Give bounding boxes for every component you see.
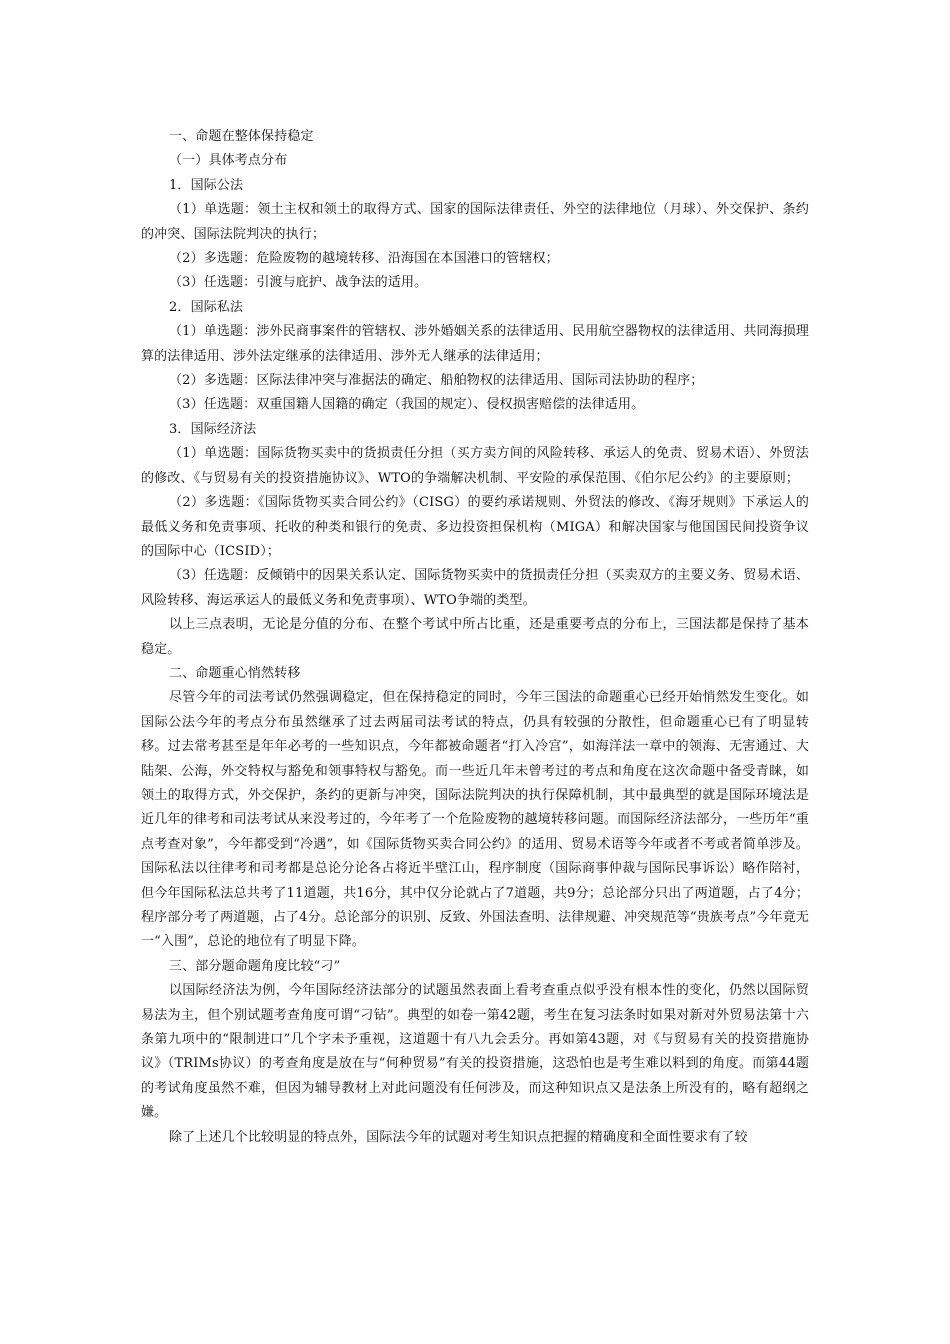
section-heading-3: 三、部分题命题角度比较“刁” [169,958,341,974]
topic-heading-private-international-law: 2．国际私法 [169,299,244,315]
topic-heading-international-economic-law: 3．国际经济法 [169,421,257,437]
section-heading-2: 二、命题重心悄然转移 [169,665,301,681]
paragraph-tricky-angles: 以国际经济法为例，今年国际经济法部分的试题虽然表面上看考查重点似乎没有根本性的变化，仍然以国际贸易法为主，但个别试题考查角度可谓“刁钻”。典型的如卷一第42题，考生在复习法条时如果对新对外贸易法第十六条第九项中的“限制进口”几个字未予重视，这道题十有八九会丢分。再如第43题，对《与贸易有关的投资措施协议》（TRIMs协议）的考查角度是放在与“何种贸易”有关的投资措施，这恐怕也是考生难以料到的角度。而第44题的考试角度虽然不难，但因为辅导教材上对此问题没有任何涉及，而这种知识点又是法条上所没有的，略有超纲之嫌。 [141,983,809,1121]
topic-heading-public-international-law: 1．国际公法 [169,177,244,193]
article-body [141,125,809,1150]
paragraph-economic-law-single-choice: （1）单选题：国际货物买卖中的货损责任分担（买方卖方间的风险转移、承运人的免责、贸易术语）、外贸法的修改、《与贸易有关的投资措施协议》、WTO的争端解决机制、平安险的承保范围、《伯尔尼公约》的主要原则； [141,446,809,486]
paragraph-summary-stability: 以上三点表明，无论是分值的分布、在整个考试中所占比重，还是重要考点的分布上，三国法都是保持了基本稳定。 [141,617,809,657]
paragraph-public-law-multiple-choice: （2）多选题：危险废物的越境转移、沿海国在本国港口的管辖权； [169,251,559,267]
paragraph-economic-law-multiple-choice: （2）多选题：《国际货物买卖合同公约》（CISG）的要约承诺规则、外贸法的修改、《海牙规则》下承运人的最低义务和免责事项、托收的种类和银行的免责、多边投资担保机构（MIGA）和解决国家与他国国民间投资争议的国际中心（ICSID）； [141,495,809,559]
paragraph-focus-shift: 尽管今年的司法考试仍然强调稳定，但在保持稳定的同时，今年三国法的命题重心已经开始悄然发生变化。如国际公法今年的考点分布虽然继承了过去两届司法考试的特点，仍具有较强的分散性，但命题重心已有了明显转移。过去常考甚至是年年必考的一些知识点，今年都被命题者“打入冷宫”，如海洋法一章中的领海、无害通过、大陆架、公海，外交特权与豁免和领事特权与豁免。而一些近几年未曾考过的考点和角度在这次命题中备受青睐，如领土的取得方式，外交保护，条约的更新与冲突，国际法院判决的执行保障机制，其中最典型的就是国际环境法是近几年的律考和司法考试从来没考过的，今年考了一个危险废物的越境转移问题。而国际经济法部分，一些历年“重点考查对象”，今年都受到“冷遇”，如《国际货物买卖合同公约》的适用、贸易术语等今年或者不考或者简单涉及。国际私法以往律考和司考都是总论分论各占将近半壁江山，程序制度（国际商事仲裁与国际民事诉讼）略作陪衬，但今年国际私法总共考了11道题，共16分，其中仅分论就占了7道题，共9分；总论部分只出了两道题，占了4分；程序部分考了两道题，占了4分。总论部分的识别、反致、外国法查明、法律规避、冲突规范等“贵族考点”今年竟无一“入围”，总论的地位有了明显下降。 [141,690,809,950]
paragraph-private-law-optional: （3）任选题：双重国籍人国籍的确定（我国的规定）、侵权损害赔偿的法律适用。 [169,397,645,413]
paragraph-economic-law-optional: （3）任选题：反倾销中的因果关系认定、国际货物买卖中的货损责任分担（买卖双方的主要义务、贸易术语、风险转移、海运承运人的最低义务和免责事项）、WTO争端的类型。 [141,568,809,608]
paragraph-public-law-single-choice: （1）单选题：领土主权和领土的取得方式、国家的国际法律责任、外空的法律地位（月球）、外交保护、条约的冲突、国际法院判决的执行； [141,202,809,242]
subsection-heading-distribution: （一）具体考点分布 [169,153,288,169]
section-heading-1: 一、命题在整体保持稳定 [169,129,314,144]
paragraph-closing-partial: 除了上述几个比较明显的特点外，国际法今年的试题对考生知识点把握的精确度和全面性要求有了较 [169,1129,748,1145]
paragraph-private-law-multiple-choice: （2）多选题：区际法律冲突与准据法的确定、船舶物权的法律适用、国际司法协助的程序； [169,373,704,389]
paragraph-public-law-optional: （3）任选题：引渡与庇护、战争法的适用。 [169,275,428,291]
paragraph-private-law-single-choice: （1）单选题：涉外民商事案件的管辖权、涉外婚姻关系的法律适用、民用航空器物权的法律适用、共同海损理算的法律适用、涉外法定继承的法律适用、涉外无人继承的法律适用； [141,324,809,364]
